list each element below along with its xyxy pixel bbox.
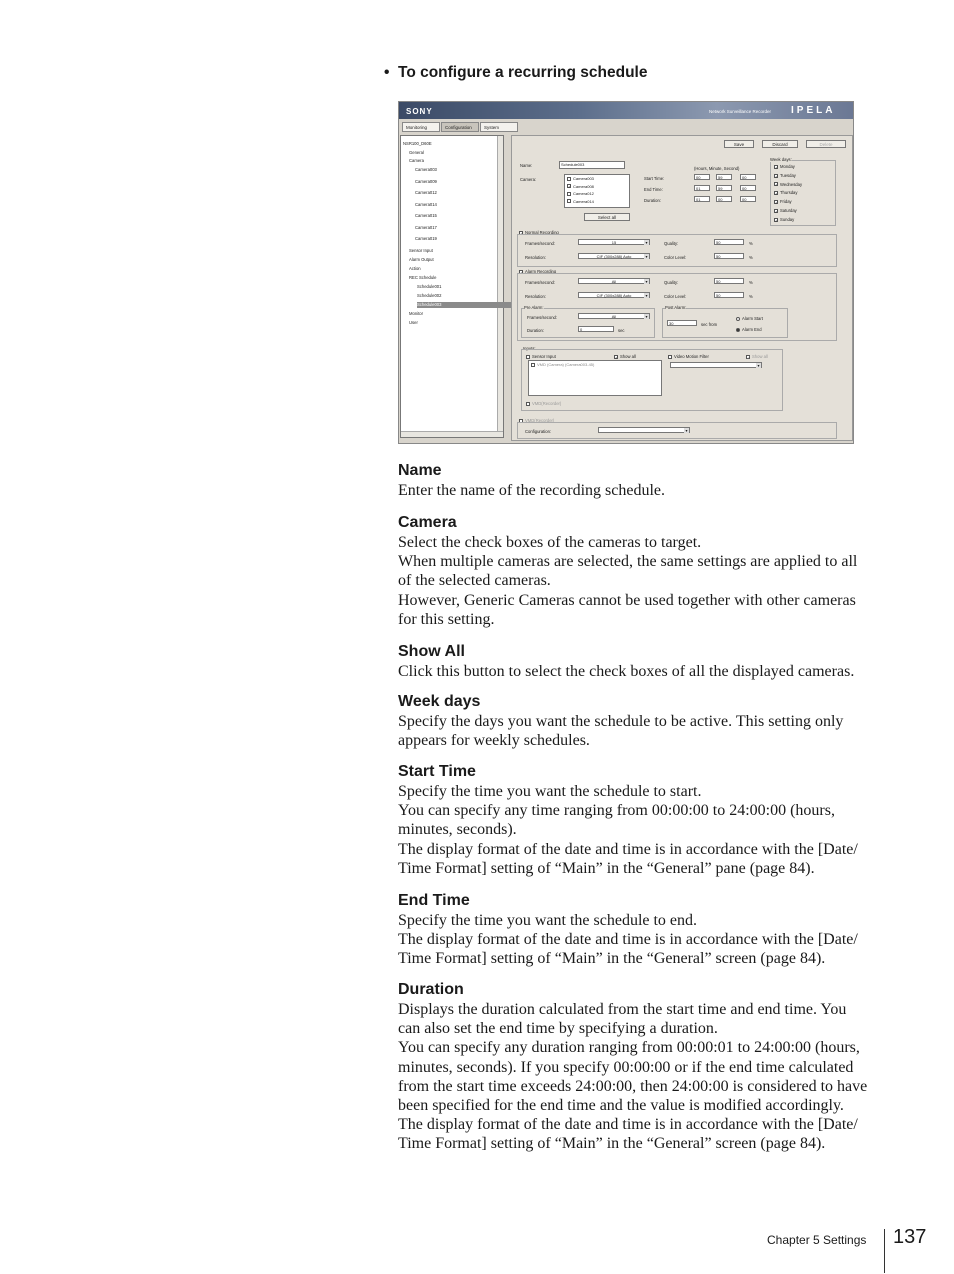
- quality-label: Quality:: [664, 280, 679, 285]
- time-header: (Hours, Minute, Second): [694, 166, 740, 171]
- tree-item[interactable]: Alarm Output: [409, 257, 434, 262]
- post-alarm-label: Post Alarm:: [665, 305, 687, 310]
- camera-checkbox[interactable]: [567, 177, 571, 181]
- tree-item[interactable]: Schedule001: [417, 284, 442, 289]
- section-body: [398, 782, 888, 878]
- camera-list-item[interactable]: ✓ Camera008: [568, 183, 594, 190]
- week-days-label: Week days:: [770, 157, 792, 162]
- weekday-option[interactable]: ✓ Tuesday: [775, 172, 796, 179]
- resolution-label: Resolution:: [525, 294, 546, 299]
- body-line: Click this button to select the check boxes of all the displayed cameras.: [398, 663, 855, 680]
- chapter-label: Chapter 5 Settings: [767, 1233, 867, 1247]
- alarm-end-option[interactable]: Alarm End: [736, 327, 762, 332]
- sec-from-label: sec from: [701, 322, 718, 327]
- normal-recording-label: ✓ Normal Recording: [520, 230, 559, 236]
- ipela-logo: IPELA: [791, 105, 836, 116]
- vmd-show-all-option[interactable]: ✓ Show all: [747, 354, 768, 360]
- weekday-checkbox[interactable]: ✓: [775, 182, 779, 188]
- inputs-label: Inputs:: [523, 346, 536, 351]
- section-heading: End Time: [398, 892, 470, 909]
- section-heading: Camera: [398, 514, 457, 531]
- bullet-heading: [384, 64, 647, 82]
- body-line: Enter the name of the recording schedule.: [398, 482, 665, 499]
- tree-vertical-scrollbar[interactable]: [497, 136, 503, 437]
- show-all-checkbox[interactable]: ✓: [615, 354, 619, 360]
- resolution-label: Resolution:: [525, 255, 546, 260]
- tree-item[interactable]: REC Schedule: [409, 275, 437, 280]
- fps-label: Frames/second:: [525, 241, 556, 246]
- camera-list-item[interactable]: Camera003: [565, 175, 629, 183]
- weekday-option[interactable]: ✓ Wednesday: [775, 181, 803, 188]
- tree-item[interactable]: Sensor Input: [409, 248, 433, 253]
- bullet-heading-text: To configure a recurring schedule: [398, 64, 648, 81]
- weekday-option[interactable]: ✓ Friday: [775, 199, 792, 206]
- body-line: You can specify any time ranging from 00:00:00 to 24:00:00 (hours,: [398, 802, 835, 820]
- section-body: [398, 533, 888, 629]
- main-tabs: [402, 122, 518, 132]
- start-second-field[interactable]: 00: [740, 174, 756, 180]
- weekday-option[interactable]: ✓ Monday: [775, 164, 795, 170]
- schedule-settings-pane: [511, 135, 853, 441]
- tree-item[interactable]: Monitor: [409, 311, 423, 316]
- color-level-label: Color Level:: [664, 255, 687, 260]
- discard-button[interactable]: Discard: [762, 140, 798, 148]
- end-second-field[interactable]: 00: [740, 185, 756, 191]
- normal-recording-group: [517, 234, 837, 267]
- section-body: [398, 911, 888, 969]
- alarm-start-option[interactable]: Alarm Start: [736, 316, 763, 321]
- pre-alarm-duration-field[interactable]: 0: [578, 326, 614, 332]
- body-line: minutes, seconds).: [398, 821, 517, 839]
- radio-icon[interactable]: [736, 317, 740, 321]
- tree-item[interactable]: Camera014: [415, 202, 437, 207]
- weekday-option[interactable]: ✓ Thursday: [775, 190, 798, 197]
- pre-alarm-label: Pre Alarm:: [524, 305, 544, 310]
- tab-monitoring[interactable]: Monitoring: [402, 122, 440, 132]
- body-line: Time Format] setting of “Main” in the “General” screen (page 84).: [398, 950, 826, 968]
- end-time-label: End Time:: [644, 187, 663, 192]
- section-body: [398, 481, 888, 500]
- body-line: been specified for the end time and the value is modified accordingly.: [398, 1097, 844, 1115]
- bullet-char: •: [384, 64, 390, 81]
- vmd-show-all-checkbox[interactable]: ✓: [747, 354, 751, 360]
- percent-sign: %: [749, 241, 753, 246]
- camera-list-item[interactable]: Camera012: [565, 190, 629, 198]
- duration-hour-field[interactable]: 01: [694, 196, 710, 202]
- start-minute-field[interactable]: 59: [716, 174, 732, 180]
- weekday-option[interactable]: ✓ Saturday: [775, 208, 797, 214]
- alarm-quality-field[interactable]: 50: [714, 278, 744, 284]
- end-minute-field[interactable]: 59: [716, 185, 732, 191]
- body-line: Specify the time you want the schedule to start.: [398, 783, 702, 800]
- camera-list: [564, 174, 630, 208]
- tree-item[interactable]: Schedule002: [417, 293, 442, 298]
- weekday-checkbox[interactable]: ✓: [775, 200, 779, 206]
- vmd-recorder-section[interactable]: VMD(Recorder): [519, 418, 554, 423]
- tree-horizontal-scrollbar[interactable]: [401, 431, 503, 437]
- tab-configuration[interactable]: Configuration: [441, 122, 479, 132]
- duration-minute-field[interactable]: 00: [716, 196, 732, 202]
- body-line: Time Format] setting of “Main” in the “General” screen (page 84).: [398, 1135, 826, 1153]
- section-heading: Week days: [398, 693, 481, 710]
- pre-alarm-fps-select[interactable]: All ▾: [578, 313, 650, 319]
- normal-quality-field[interactable]: 50: [714, 239, 744, 245]
- section-body: [398, 712, 888, 750]
- name-label: Name:: [520, 163, 533, 168]
- percent-sign: %: [749, 255, 753, 260]
- body-line: The display format of the date and time is in accordance with the [Date/: [398, 931, 858, 949]
- fps-label: Frames/second:: [527, 315, 558, 320]
- tree-item[interactable]: Schedule003: [417, 302, 517, 308]
- software-screenshot: [398, 101, 854, 444]
- weekday-checkbox[interactable]: ✓: [775, 164, 779, 170]
- section-heading: Duration: [398, 981, 464, 998]
- duration-field-label: Duration:: [527, 328, 544, 333]
- weekday-option[interactable]: ✓ Sunday: [775, 216, 795, 223]
- color-level-label: Color Level:: [664, 294, 687, 299]
- footer-divider: [884, 1229, 885, 1273]
- normal-fps-select[interactable]: 15 ▾: [578, 239, 650, 245]
- alarm-color-field[interactable]: 50: [714, 292, 744, 298]
- alarm-resolution-select[interactable]: CIF (300x288) Auto ▾: [578, 292, 650, 298]
- vmd-recorder-checkbox[interactable]: [526, 402, 530, 406]
- normal-recording-checkbox[interactable]: ✓: [520, 230, 524, 236]
- body-line: Select the check boxes of the cameras to target.: [398, 534, 702, 551]
- vmd-list: [528, 360, 662, 396]
- normal-resolution-select[interactable]: CIF (300x288) Auto ▾: [578, 253, 650, 259]
- post-alarm-seconds-field[interactable]: 30: [667, 320, 697, 326]
- title-banner: [399, 102, 853, 119]
- body-line: The display format of the date and time is in accordance with the [Date/: [398, 840, 858, 858]
- product-name: Network Surveillance Recorder: [709, 109, 772, 114]
- vmd-filter-checkbox[interactable]: [668, 355, 672, 359]
- body-line: minutes, seconds). If you specify 00:00:00 or if the end time calculated: [398, 1058, 854, 1076]
- sensor-input-checkbox[interactable]: [526, 355, 530, 359]
- configuration-select[interactable]: [598, 427, 690, 433]
- tree-item[interactable]: General: [409, 150, 424, 155]
- vmd-list-item[interactable]: VMD (Camera) (Camera003-45): [529, 361, 661, 369]
- body-line: Time Format] setting of “Main” in the “General” pane (page 84).: [398, 859, 815, 877]
- body-line: However, Generic Cameras cannot be used together with other cameras: [398, 591, 856, 609]
- save-button[interactable]: Save: [724, 140, 754, 148]
- alarm-fps-select[interactable]: All ▾: [578, 278, 650, 284]
- select-all-button[interactable]: Select all: [584, 213, 630, 221]
- tree-item[interactable]: NSR100_D60E: [403, 141, 432, 146]
- body-line: appears for weekly schedules.: [398, 732, 590, 750]
- body-line: When multiple cameras are selected, the same settings are applied to all: [398, 553, 858, 571]
- weekday-checkbox[interactable]: ✓: [775, 217, 779, 223]
- end-hour-field[interactable]: 01: [694, 185, 710, 191]
- body-line: for this setting.: [398, 610, 495, 628]
- body-line: can also set the end time by specifying a duration.: [398, 1020, 718, 1038]
- start-time-label: Start Time:: [644, 176, 665, 181]
- duration-label: Duration:: [644, 198, 661, 203]
- vmd-filter-select[interactable]: [670, 362, 762, 368]
- radio-icon[interactable]: [736, 328, 740, 332]
- weekday-checkbox[interactable]: ✓: [775, 173, 779, 179]
- tree-item[interactable]: Camera015: [415, 213, 437, 218]
- fps-label: Frames/second:: [525, 280, 556, 285]
- vmd-checkbox[interactable]: [531, 363, 535, 367]
- body-line: Specify the days you want the schedule to be active. This setting only: [398, 713, 844, 730]
- tree-item[interactable]: Camera003: [415, 167, 437, 172]
- tree-item[interactable]: User: [409, 320, 418, 325]
- camera-checkbox[interactable]: [567, 192, 571, 196]
- camera-list-item[interactable]: Camera014: [565, 198, 629, 206]
- tree-item[interactable]: Camera012: [415, 190, 437, 195]
- section-body: [398, 662, 888, 681]
- start-hour-field[interactable]: 00: [694, 174, 710, 180]
- camera-checkbox[interactable]: [567, 199, 571, 203]
- body-line: Displays the duration calculated from the start time and end time. You: [398, 1001, 847, 1018]
- delete-button[interactable]: Delete: [806, 140, 846, 148]
- body-line: of the selected cameras.: [398, 572, 551, 590]
- body-line: Specify the time you want the schedule to end.: [398, 912, 698, 929]
- camera-checkbox[interactable]: ✓: [568, 184, 572, 190]
- body-line: You can specify any duration ranging from 00:00:01 to 24:00:00 (hours,: [398, 1039, 860, 1057]
- tree-item[interactable]: Camera: [409, 158, 424, 163]
- sec-label: sec: [618, 328, 625, 333]
- percent-sign: %: [749, 294, 753, 299]
- tab-system[interactable]: System: [480, 122, 518, 132]
- quality-label: Quality:: [664, 241, 679, 246]
- alarm-recording-label: ✓ Alarm Recording: [520, 269, 557, 275]
- tree-item[interactable]: Camera019: [415, 236, 437, 241]
- tree-item[interactable]: Action: [409, 266, 421, 271]
- navigation-tree: [400, 135, 504, 438]
- vmd-filter-option[interactable]: Video Motion Filter: [668, 354, 709, 359]
- body-line: The display format of the date and time is in accordance with the [Date/: [398, 1116, 858, 1134]
- normal-color-field[interactable]: 50: [714, 253, 744, 259]
- section-body: [398, 1000, 888, 1154]
- weekday-checkbox[interactable]: ✓: [775, 208, 779, 214]
- section-heading: Show All: [398, 643, 465, 660]
- name-field[interactable]: Schedule003: [559, 161, 625, 169]
- show-all-option[interactable]: ✓ Show all: [615, 354, 636, 360]
- tree-item[interactable]: Camera017: [415, 225, 437, 230]
- vmd-recorder-option[interactable]: VMD(Recorder): [526, 401, 561, 406]
- duration-second-field[interactable]: 00: [740, 196, 756, 202]
- configuration-label: Configuration:: [525, 429, 552, 434]
- section-heading: Start Time: [398, 763, 476, 780]
- tree-item[interactable]: Camera009: [415, 179, 437, 184]
- sony-logo: SONY: [406, 107, 433, 116]
- camera-label: Camera:: [520, 177, 537, 182]
- sensor-input-option[interactable]: Sensor Input: [526, 354, 556, 359]
- body-line: from the start time exceeds 24:00:00, then 24:00:00 is considered to have: [398, 1077, 868, 1095]
- alarm-recording-checkbox[interactable]: ✓: [520, 269, 524, 275]
- section-heading: Name: [398, 462, 442, 479]
- weekday-checkbox[interactable]: ✓: [775, 191, 779, 197]
- percent-sign: %: [749, 280, 753, 285]
- page-number: 137: [893, 1226, 927, 1248]
